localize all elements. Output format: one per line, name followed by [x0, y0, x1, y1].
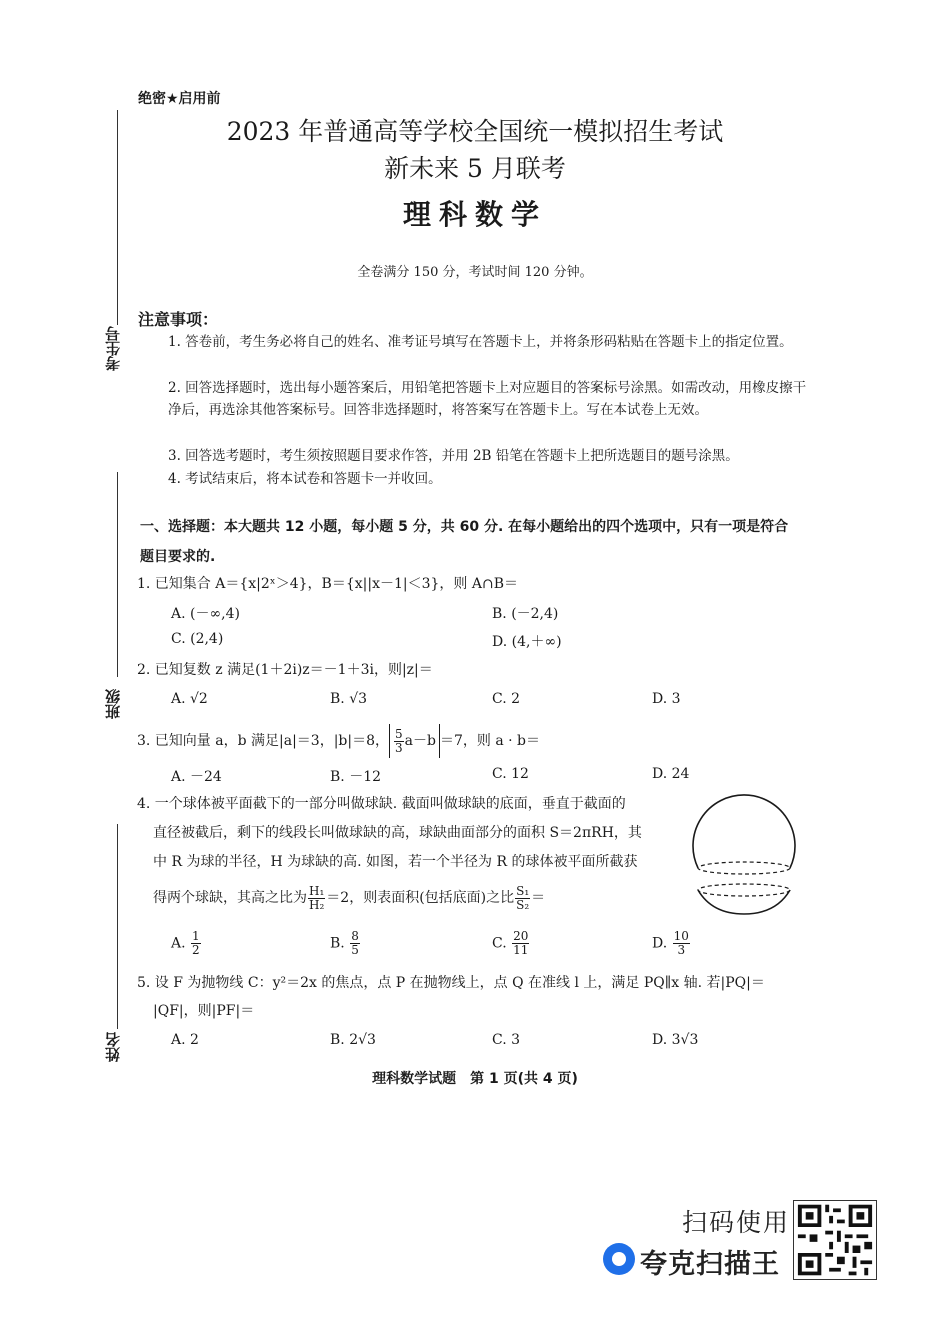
question-4-option-a-num: 1 [192, 929, 200, 943]
question-4-line-3: 中 R 为球的半径，H 为球缺的高. 如图，若一个半径为 R 的球体被平面所截获 [153, 854, 638, 870]
lower-cap-base [698, 884, 790, 896]
question-4-h-num: H₁ [309, 883, 325, 898]
side-label-class: 班级 [104, 689, 122, 719]
question-1-option-b: B. (－2,4) [492, 606, 559, 622]
question-2-option-b: B. √3 [330, 691, 368, 707]
question-4-option-a-frac [191, 930, 201, 957]
question-4-option-d-den: 3 [677, 943, 686, 957]
sphere-cut-figure [688, 790, 800, 920]
question-1-option-c: C. (2,4) [171, 631, 224, 647]
question-4-option-d [652, 930, 691, 957]
notice-item-2: 2. 回答选择题时，选出每小题答案后，用铅笔把答题卡上对应题目的答案标号涂黑。如需改动，用橡皮擦干净后，再选涂其他答案标号。回答非选择题时，将答案写在答题卡上。写在本试卷上无效。 [168, 380, 807, 418]
question-4-option-a [171, 930, 202, 957]
question-4-s-num: S₁ [516, 883, 530, 898]
question-3-stem [137, 724, 540, 758]
page-footer: 理科数学试题 第 1 页(共 4 页) [372, 1071, 578, 1087]
notice-item-4: 4. 考试结束后，将本试卷和答题卡一并收回。 [168, 471, 442, 487]
question-4-h-den: H₂ [309, 897, 325, 912]
question-4-option-d-frac [673, 930, 690, 957]
subject-title: 理科数学 [402, 198, 547, 231]
upper-sphere-cap [693, 795, 795, 868]
lower-sphere-cap [698, 890, 790, 914]
question-3-option-a: A. －24 [171, 769, 222, 785]
question-1-option-a: A. (－∞,4) [171, 606, 240, 622]
question-3-fraction [394, 728, 404, 755]
binding-line-mid1 [117, 472, 118, 677]
side-label-name: 姓名 [104, 1032, 122, 1062]
question-2-option-c: C. 2 [492, 691, 521, 707]
full-marks-note: 全卷满分 150 分，考试时间 120 分钟。 [357, 265, 593, 280]
confidential-mark: 绝密★启用前 [138, 91, 221, 107]
question-4-option-b-den: 5 [351, 943, 359, 957]
question-2-option-d: D. 3 [652, 691, 681, 707]
question-2-stem: 2. 已知复数 z 满足(1＋2i)z＝－1＋3i，则|z|＝ [137, 662, 433, 678]
question-3-option-d: D. 24 [652, 766, 690, 782]
question-1-stem: 1. 已知集合 A＝{x|2ˣ＞4}，B＝{x||x－1|＜3}，则 A∩B＝ [137, 576, 518, 592]
upper-cap-base [698, 862, 790, 874]
question-5-option-b: B. 2√3 [330, 1032, 376, 1048]
question-4-option-a-label: A. [171, 935, 186, 952]
question-2-option-a: A. √2 [171, 691, 208, 707]
question-3-abs-expr [389, 724, 440, 758]
side-label-exam-no: 考生号 [104, 326, 122, 371]
question-3-expr: a－b [404, 733, 436, 749]
binding-line-mid2 [117, 824, 118, 1029]
question-4-line-4-pre: 得两个球缺，其高之比为 [153, 890, 307, 906]
question-5-option-a: A. 2 [171, 1032, 199, 1048]
question-5-line-1: 5. 设 F 为抛物线 C：y²＝2x 的焦点，点 P 在抛物线上，点 Q 在准线 l 上，满足 PQ∥x 轴. 若|PQ|＝ [137, 975, 765, 991]
quark-logo-icon [603, 1243, 635, 1275]
question-3-stem-pre: 3. 已知向量 a，b 满足|a|＝3，|b|＝8， [137, 733, 390, 749]
question-4-area-ratio [515, 885, 530, 912]
qr-code-icon[interactable] [793, 1200, 877, 1280]
section-heading: 一、选择题：本大题共 12 小题，每小题 5 分，共 60 分. 在每小题给出的四个选项中，只有一项是符合题目要求的. [140, 519, 789, 565]
question-4-line-4-post: ＝ [531, 890, 546, 906]
notice-item-3: 3. 回答选考题时，考生须按照题目要求作答，并用 2B 铅笔在答题卡上把所选题目的题号涂黑。 [168, 448, 739, 464]
question-4-option-c-label: C. [492, 935, 507, 952]
scan-to-use-text: 扫码使用 [682, 1208, 791, 1237]
question-3-stem-post: ＝7，则 a · b＝ [439, 733, 540, 749]
exam-subtitle: 新未来 5 月联考 [384, 154, 566, 183]
question-4-option-b-num: 8 [351, 929, 359, 943]
question-4-option-a-den: 2 [192, 943, 200, 957]
scanner-brand-name[interactable]: 夸克扫描王 [640, 1249, 780, 1280]
question-5-option-d: D. 3√3 [652, 1032, 699, 1048]
question-3-option-c: C. 12 [492, 766, 529, 782]
question-4-option-c-den: 11 [513, 943, 529, 957]
notice-title: 注意事项： [138, 310, 219, 329]
question-4-option-c-frac [512, 930, 529, 957]
question-4-line-4 [153, 880, 545, 916]
question-5-line-2: |QF|，则|PF|＝ [153, 1003, 255, 1019]
question-3-frac-num: 5 [395, 726, 403, 741]
question-4-s-den: S₂ [516, 897, 530, 912]
question-4-option-b-frac [350, 930, 360, 957]
question-1-option-d: D. (4,＋∞) [492, 634, 562, 650]
question-4-option-d-label: D. [652, 935, 668, 952]
question-4-option-c-num: 20 [513, 929, 529, 943]
exam-title: 2023 年普通高等学校全国统一模拟招生考试 [226, 117, 724, 146]
question-4-option-d-num: 10 [673, 929, 689, 943]
question-4-line-4-mid: ＝2，则表面积(包括底面)之比 [326, 890, 515, 906]
question-4-option-c [492, 930, 530, 957]
question-4-option-b [330, 930, 361, 957]
question-5-option-c: C. 3 [492, 1032, 521, 1048]
question-3-frac-den: 3 [395, 740, 403, 755]
question-4-line-1: 4. 一个球体被平面截下的一部分叫做球缺. 截面叫做球缺的底面，垂直于截面的 [137, 796, 626, 812]
question-3-option-b: B. －12 [330, 769, 382, 785]
notice-item-1: 1. 答卷前，考生务必将自己的姓名、准考证号填写在答题卡上，并将条形码粘贴在答题卡上的指定位置。 [168, 334, 793, 350]
question-4-height-ratio [308, 885, 325, 912]
question-4-line-2: 直径被截后，剩下的线段长叫做球缺的高，球缺曲面部分的面积 S＝2πRH，其 [153, 825, 642, 841]
question-4-option-b-label: B. [330, 935, 345, 952]
